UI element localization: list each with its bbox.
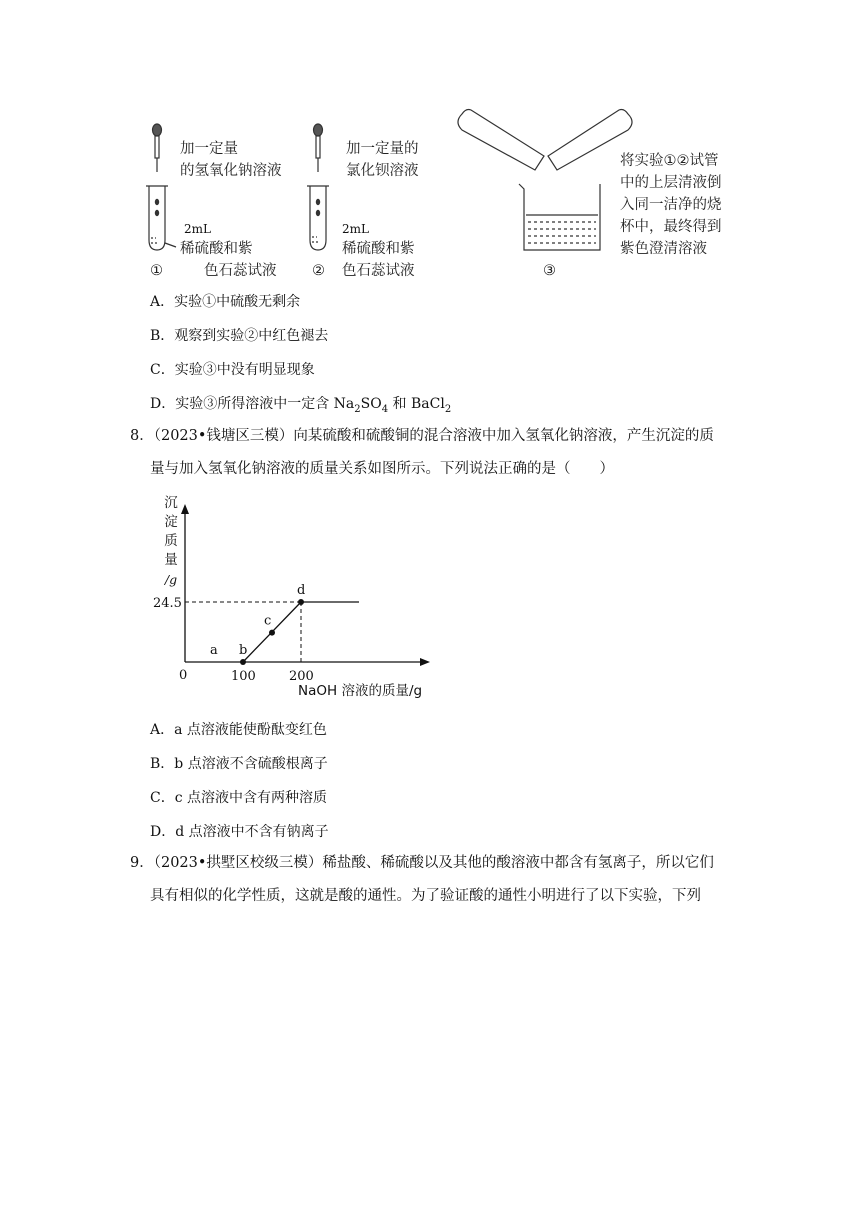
exp2-dropper-label: 加一定量的 氯化钡溶液 [346, 141, 419, 179]
chart-ylabel: 沉 淀 质 量 /g [164, 495, 178, 587]
q8-stem: 8．（2023•钱塘区三模）向某硫酸和硫酸铜的混合溶液中加入氢氧化钠溶液，产生沉淀的质 量与加入氢氧化钠溶液的质量关系如图所示。下列说法正确的是（ ） [130, 428, 714, 477]
test-tube-icon [307, 186, 329, 250]
x-axis-arrow [420, 658, 430, 666]
exp2-volume: 2mL [342, 222, 369, 236]
test-tube-icon [146, 186, 176, 250]
x-tick-label: 100 [231, 669, 256, 684]
data-point-d [298, 599, 304, 605]
q8-option-d: D．d 点溶液中不含有钠离子 [150, 824, 329, 840]
dropper-icon [314, 124, 323, 172]
q7-option-d: D．实验③所得溶液中一定含 $Na_2SO_4$ 和 BaCl$_2$ [150, 396, 452, 415]
origin-label: 0 [179, 668, 188, 683]
point-label-c: c [264, 613, 272, 629]
q8-option-a: A．a 点溶液能使酚酞变红色 [150, 722, 327, 738]
q8-option-b: B．b 点溶液不含硫酸根离子 [150, 756, 328, 772]
exp2-number: ② [312, 263, 325, 279]
data-point-c [269, 630, 275, 636]
exp1-volume: 2mL [184, 222, 211, 236]
point-label-d: d [297, 583, 306, 598]
exp3-caption: 将实验①②试管 中的上层清液倒 入同一洁净的烧 杯中，最终得到 紫色澄清溶液 [620, 153, 722, 257]
beaker-icon [519, 184, 600, 250]
point-label-b: b [239, 643, 248, 658]
exp1-number: ① [150, 263, 163, 279]
q7-option-a: A．实验①中硫酸无剩余 [150, 294, 301, 310]
experiment-figure [140, 100, 750, 285]
chart-xlabel: NaOH 溶液的质量/g [298, 683, 423, 699]
q7-option-c: C．实验③中没有明显现象 [150, 362, 315, 378]
x-tick-label: 200 [289, 669, 314, 684]
q9-stem: 9．（2023•拱墅区校级三模）稀盐酸、稀硫酸以及其他的酸溶液中都含有氢离子，所以它们 具有相似的化学性质，这就是酸的通性。为了验证酸的通性小明进行了以下实验，下列 [130, 855, 714, 904]
exp2-tube-label: 稀硫酸和紫 色石蕊试液 [342, 241, 415, 279]
exp1-tube-label: 稀硫酸和紫 色石蕊试液 [180, 241, 277, 279]
data-point-b [240, 659, 246, 665]
dropper-icon [153, 124, 162, 172]
exp3-number: ③ [543, 263, 556, 279]
exp1-dropper-label: 加一定量 的氢氧化钠溶液 [180, 141, 282, 179]
chart-plot [150, 492, 450, 704]
tilted-test-tube-icon [458, 110, 544, 171]
q7-option-b: B．观察到实验②中红色褪去 [150, 328, 329, 344]
precipitate-chart [150, 492, 450, 704]
y-tick-label: 24.5 [153, 596, 182, 611]
q8-option-c: C．c 点溶液中含有两种溶质 [150, 790, 328, 806]
y-axis-arrow [181, 504, 189, 514]
point-label-a: a [210, 643, 218, 658]
